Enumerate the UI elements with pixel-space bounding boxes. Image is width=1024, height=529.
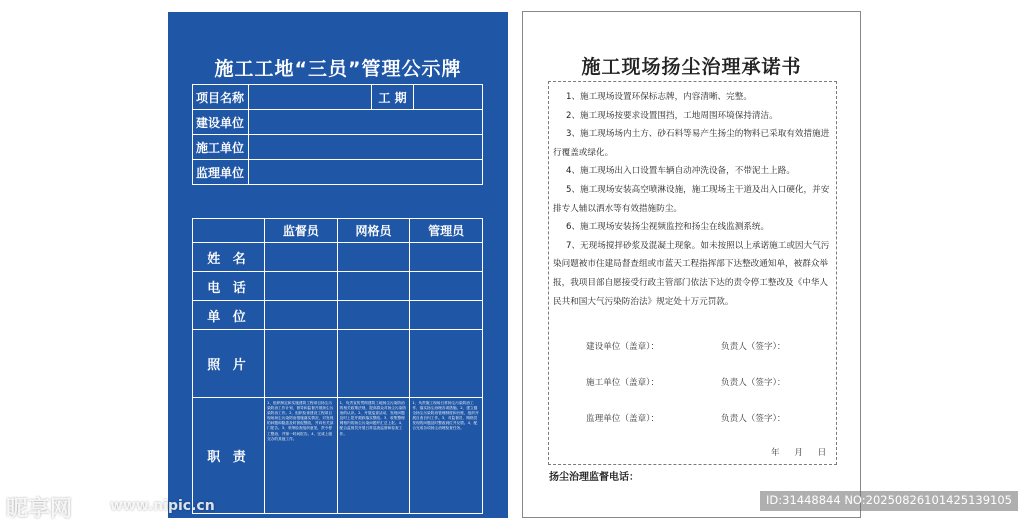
- pledge-frame: [548, 81, 837, 465]
- table-row: [193, 330, 483, 398]
- phone-row-label: 电 话: [193, 272, 265, 301]
- photo-cell: [265, 330, 338, 398]
- supervisor-value: [249, 160, 483, 185]
- constructor-label: 施工单位: [193, 135, 249, 160]
- name-row-label: 姓 名: [193, 243, 265, 272]
- builder-value: [249, 110, 483, 135]
- table-row: [193, 243, 483, 272]
- unit-seal-label: 施工单位（盖章）：: [586, 378, 660, 388]
- table-row: [193, 135, 483, 160]
- photo-cell: [410, 330, 483, 398]
- list-item: 6、施工现场安装扬尘视频监控和扬尘在线监测系统。: [566, 222, 770, 233]
- table-row: [193, 301, 483, 330]
- table-row: [193, 110, 483, 135]
- hotline-label: 扬尘治理监督电话：: [549, 472, 639, 483]
- publicity-board: [168, 12, 508, 518]
- builder-label: 建设单位: [193, 110, 249, 135]
- project-info-table: [192, 84, 483, 185]
- duty-text: 1、负责宣传贯彻建筑工地扬尘污染防治的相关政策法规，提高群众对扬尘污染防治的认识。2、开展巡查活动，发现问题及时上报并跟踪落实整改。3、收集整理网格内的扬尘污染问题并汇总上报。4、配合监督员开展日常巡查监督和检查工作。: [339, 401, 407, 436]
- list-item: 3、施工现场场内土方、砂石料等易产生扬尘的物料已采取有效措施进行覆盖或绿化。: [553, 129, 830, 158]
- role-header: 网格员: [337, 219, 410, 243]
- duty-text: 1、负责施工现场日常扬尘污染防治工作，落实扬尘治理各项措施。2、建立健全扬尘污染防治管理制度和台账，组织开展自查自纠工作。3、对监督员、网格员发现的问题及时整改到位并反馈。4、配合完成各项扬尘治理检查任务。: [412, 401, 479, 431]
- person-sign-label: 负责人（签字）：: [721, 414, 786, 424]
- project-name-label: 项目名称: [193, 85, 249, 110]
- photo-cell: [337, 330, 410, 398]
- unit-row-label: 单 位: [193, 301, 265, 330]
- list-item: 4、施工现场出入口设置车辆自动冲洗设备，不带泥土上路。: [566, 166, 795, 177]
- person-sign-label: 负责人（签字）：: [721, 378, 786, 388]
- watermark-id-badge: ID:31448844 NO:20250826101425139105: [760, 491, 1018, 511]
- date-line: 年 月 日: [771, 448, 827, 458]
- table-row: [193, 85, 483, 110]
- period-label: 工 期: [372, 85, 414, 110]
- table-row: [193, 398, 483, 514]
- table-row: [193, 160, 483, 185]
- pledge-document: [522, 11, 861, 518]
- watermark-logo-text: 昵享网: [6, 497, 73, 522]
- supervisor-label: 监理单位: [193, 160, 249, 185]
- board-title: 施工工地“三员”管理公示牌: [214, 58, 462, 80]
- project-name-value: [249, 85, 372, 110]
- corner-cell: [193, 219, 265, 243]
- list-item: 2、施工现场按要求设置围挡，工地周围环境保持清洁。: [566, 110, 778, 121]
- constructor-value: [249, 135, 483, 160]
- list-item: 1、施工现场设置环保标志牌，内容清晰、完整。: [566, 92, 752, 102]
- watermark-url: www.nipic.cn: [110, 498, 215, 514]
- watermark-logo: [6, 492, 226, 524]
- period-value: [414, 85, 483, 110]
- unit-seal-label: 建设单位（盖章）：: [586, 342, 660, 352]
- three-staff-table: [192, 218, 483, 514]
- unit-seal-label: 监理单位（盖章）：: [586, 414, 660, 424]
- role-header: 监督员: [265, 219, 338, 243]
- duty-row-label: 职 责: [193, 398, 265, 514]
- photo-row-label: 照 片: [193, 330, 265, 398]
- pledge-list: [549, 88, 838, 311]
- table-row: [193, 219, 483, 243]
- table-row: [193, 272, 483, 301]
- role-header: 管理员: [410, 219, 483, 243]
- duty-text: 1、组织制定和实施建筑工程项目扬尘污染防治工作计划，督导和监督开展扬尘污染防治工作。2、组织检查建设工程项目现场扬尘污染防治措施落实情况，对发现的问题和隐患及时督促整改，并向有关部门报告。3、采纳检查组织意见，责令停工整治，并第一时间报告。4、完成上级交办的其他工作。: [267, 401, 334, 441]
- list-item: 7、无现场搅拌砂浆及混凝土现象。如未按照以上承诺施工或因大气污染问题被市住建局督查组或市蓝天工程指挥部下达整改通知单，被群众举报，我项目部自愿接受行政主管部门依法下达的责令停工整改及《中华人民共和国大气污染防治法》规定处十万元罚款。: [553, 240, 830, 307]
- person-sign-label: 负责人（签字）：: [721, 342, 786, 352]
- document-title: 施工现场扬尘治理承诺书: [581, 56, 802, 78]
- list-item: 5、施工现场安装高空喷淋设施，施工现场主干道及出入口硬化，并安排专人辅以洒水等有效措施防尘。: [553, 184, 830, 214]
